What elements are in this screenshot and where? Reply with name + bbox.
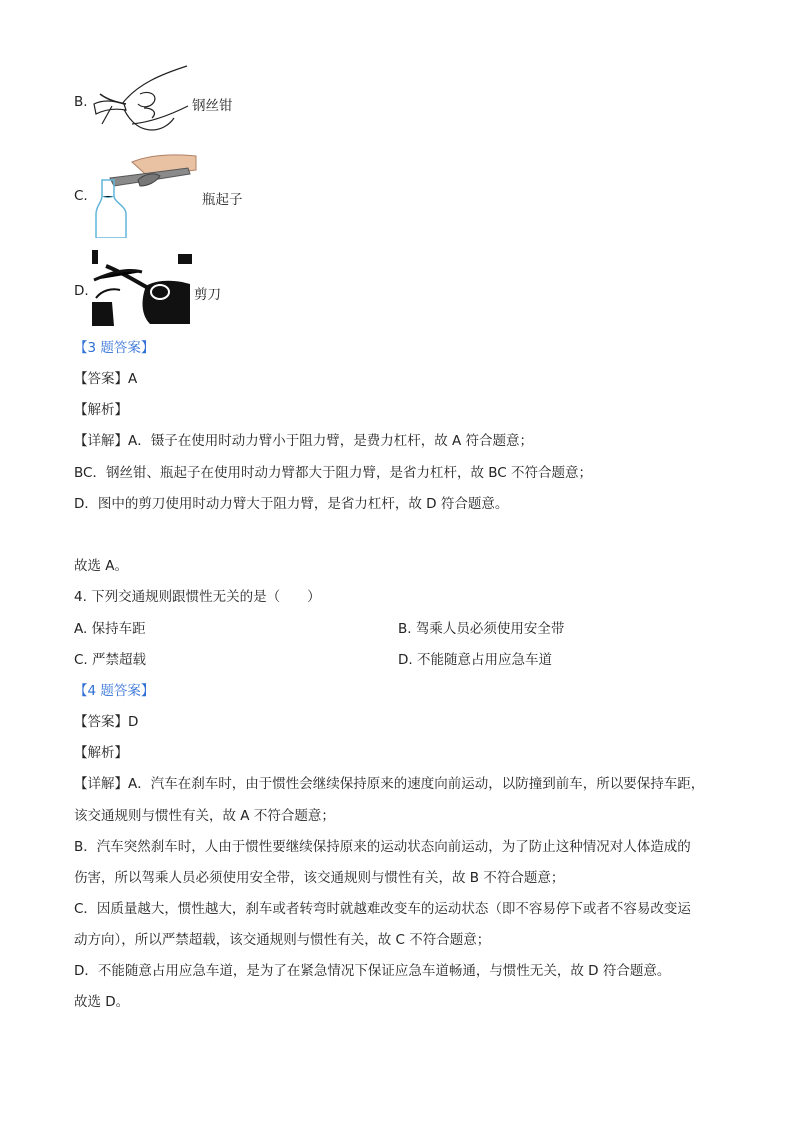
q3-conclusion: 故选 A。 [74,558,129,574]
q4-option-c: C. 严禁超载 [74,652,147,668]
q3-detail-line: 【详解】A．镊子在使用时动力臂小于阻力臂，是费力杠杆，故 A 符合题意； [74,433,534,449]
option-b-letter: B. [74,94,88,110]
q4-option-b: B. 驾乘人员必须使用安全带 [398,621,565,637]
q3-answer-header: 【3 题答案】 [74,340,155,356]
q4-detail-line: C．因质量越大，惯性越大，刹车或者转弯时就越难改变车的运动状态（即不容易停下或者不容易改变运 [74,901,691,917]
q3-detail-line: BC．钢丝钳、瓶起子在使用时动力臂都大于阻力臂，是省力杠杆，故 BC 不符合题意； [74,465,592,481]
pliers-icon [92,64,192,136]
q4-conclusion: 故选 D。 [74,994,130,1010]
q4-detail-line: 【详解】A．汽车在刹车时，由于惯性会继续保持原来的速度向前运动，以防撞到前车，所以要保持车距， [74,776,705,792]
bottle-opener-icon [92,152,202,238]
option-c-letter: C. [74,188,88,204]
option-b-caption: 钢丝钳 [192,98,233,114]
q4-question: 4. 下列交通规则跟惯性无关的是（ ） [74,589,321,605]
option-d-caption: 剪刀 [194,287,221,303]
q4-detail-line: D．不能随意占用应急车道，是为了在紧急情况下保证应急车道畅通，与惯性无关，故 D 符合题意。 [74,963,671,979]
q4-analysis-label: 【解析】 [74,745,128,761]
q4-option-a: A. 保持车距 [74,621,146,637]
q4-answer-header: 【4 题答案】 [74,683,155,699]
q4-detail-line: B．汽车突然刹车时，人由于惯性要继续保持原来的运动状态向前运动，为了防止这种情况对人体造成的 [74,839,691,855]
q4-answer: 【答案】D [74,714,139,730]
q3-answer: 【答案】A [74,371,138,387]
option-c-caption: 瓶起子 [202,192,243,208]
q3-detail-line: D．图中的剪刀使用时动力臂大于阻力臂，是省力杠杆，故 D 符合题意。 [74,496,509,512]
q4-detail-line: 该交通规则与惯性有关，故 A 不符合题意； [74,808,335,824]
scissors-icon [92,250,194,326]
q4-detail-line: 动方向），所以严禁超载，该交通规则与惯性有关，故 C 不符合题意； [74,932,491,948]
q4-detail-line: 伤害，所以驾乘人员必须使用安全带，该交通规则与惯性有关，故 B 不符合题意； [74,870,565,886]
q3-analysis-label: 【解析】 [74,402,128,418]
option-d-letter: D. [74,283,89,299]
q4-option-d: D. 不能随意占用应急车道 [398,652,552,668]
